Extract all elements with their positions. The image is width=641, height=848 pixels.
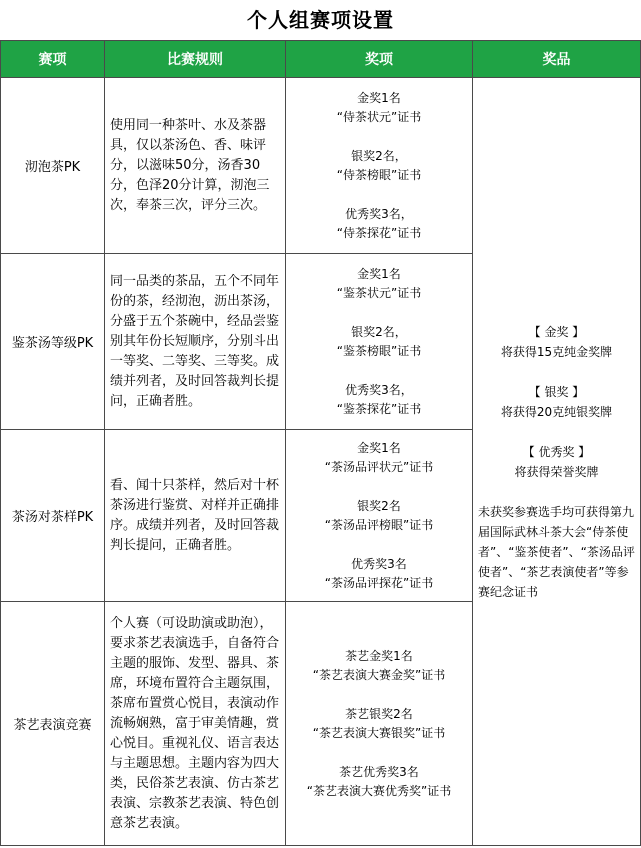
awards-cell [286,78,473,254]
award-gold: 金奖1名 “鉴茶状元”证书 [336,266,422,300]
award-gold: 金奖1名 “茶汤品评状元”证书 [324,440,434,474]
rules-cell: 个人赛（可设助演或助泡），要求茶艺表演选手，自备符合主题的服饰、发型、器具、茶席，环境布置符合主题氛围，茶席布置赏心悦目，表演动作流畅娴熟，富于审美情趣，赏心悦目。重视礼仪、语言表达与主题思想。主题内容为四大类，民俗茶艺表演、仿古茶艺表演、宗教茶艺表演、特色创意茶艺表演。 [105,602,286,846]
header-rules: 比赛规则 [105,41,286,78]
event-cell: 鉴茶汤等级PK [1,254,105,430]
prize-gold: 【 金奖 】 将获得15克纯金奖牌 [500,324,613,359]
prizes-cell [473,78,641,846]
awards-cell [286,430,473,602]
rules-cell: 使用同一种茶叶、水及茶器具，仅以茶汤色、香、味评分，以滋味50分，汤香30分，色泽20分计算，沏泡三次，奉茶三次，评分三次。 [105,78,286,254]
awards-cell [286,254,473,430]
award-merit: 优秀奖3名 “茶汤品评探花”证书 [324,556,434,590]
award-gold: 茶艺金奖1名 “茶艺表演大赛金奖”证书 [312,648,446,682]
page-title: 个人组赛项设置 [247,8,394,32]
awards-cell [286,602,473,846]
table-row [1,78,641,254]
event-cell: 茶汤对茶样PK [1,430,105,602]
award-silver: 银奖2名 “茶汤品评榜眼”证书 [324,498,434,532]
prize-note: 未获奖参赛选手均可获得第九届国际武林斗茶大会“侍茶使者”、“鉴茶使者”、“茶汤品评使者”、“茶艺表演使者”等参赛纪念证书 [478,504,635,599]
award-silver: 银奖2名， “鉴茶榜眼”证书 [336,324,422,358]
event-cell: 茶艺表演竞赛 [1,602,105,846]
event-cell: 沏泡茶PK [1,78,105,254]
award-merit: 优秀奖3名， “侍茶探花”证书 [336,206,422,240]
competition-table [0,40,641,846]
rules-cell: 看、闻十只茶样，然后对十杯茶汤进行鉴赏、对样并正确排序。成绩并列者，及时回答裁判长提问，正确者胜。 [105,430,286,602]
header-prizes: 奖品 [473,41,641,78]
header-row [1,41,641,78]
award-silver: 银奖2名， “侍茶榜眼”证书 [336,148,422,182]
prize-merit: 【 优秀奖 】 将获得荣誉奖牌 [514,444,599,479]
award-silver: 茶艺银奖2名 “茶艺表演大赛银奖”证书 [312,706,446,740]
header-event: 赛项 [1,41,105,78]
rules-cell: 同一品类的茶品，五个不同年份的茶，经沏泡，沥出茶汤，分盛于五个茶碗中，经品尝鉴别其年份长短顺序，分别斗出一等奖、二等奖、三等奖。成绩并列者，及时回答裁判长提问，正确者胜。 [105,254,286,430]
prize-silver: 【 银奖 】 将获得20克纯银奖牌 [500,384,613,419]
header-awards: 奖项 [286,41,473,78]
award-merit: 优秀奖3名， “鉴茶探花”证书 [336,382,422,416]
award-merit: 茶艺优秀奖3名 “茶艺表演大赛优秀奖”证书 [306,764,452,798]
award-gold: 金奖1名 “侍茶状元”证书 [336,90,422,124]
